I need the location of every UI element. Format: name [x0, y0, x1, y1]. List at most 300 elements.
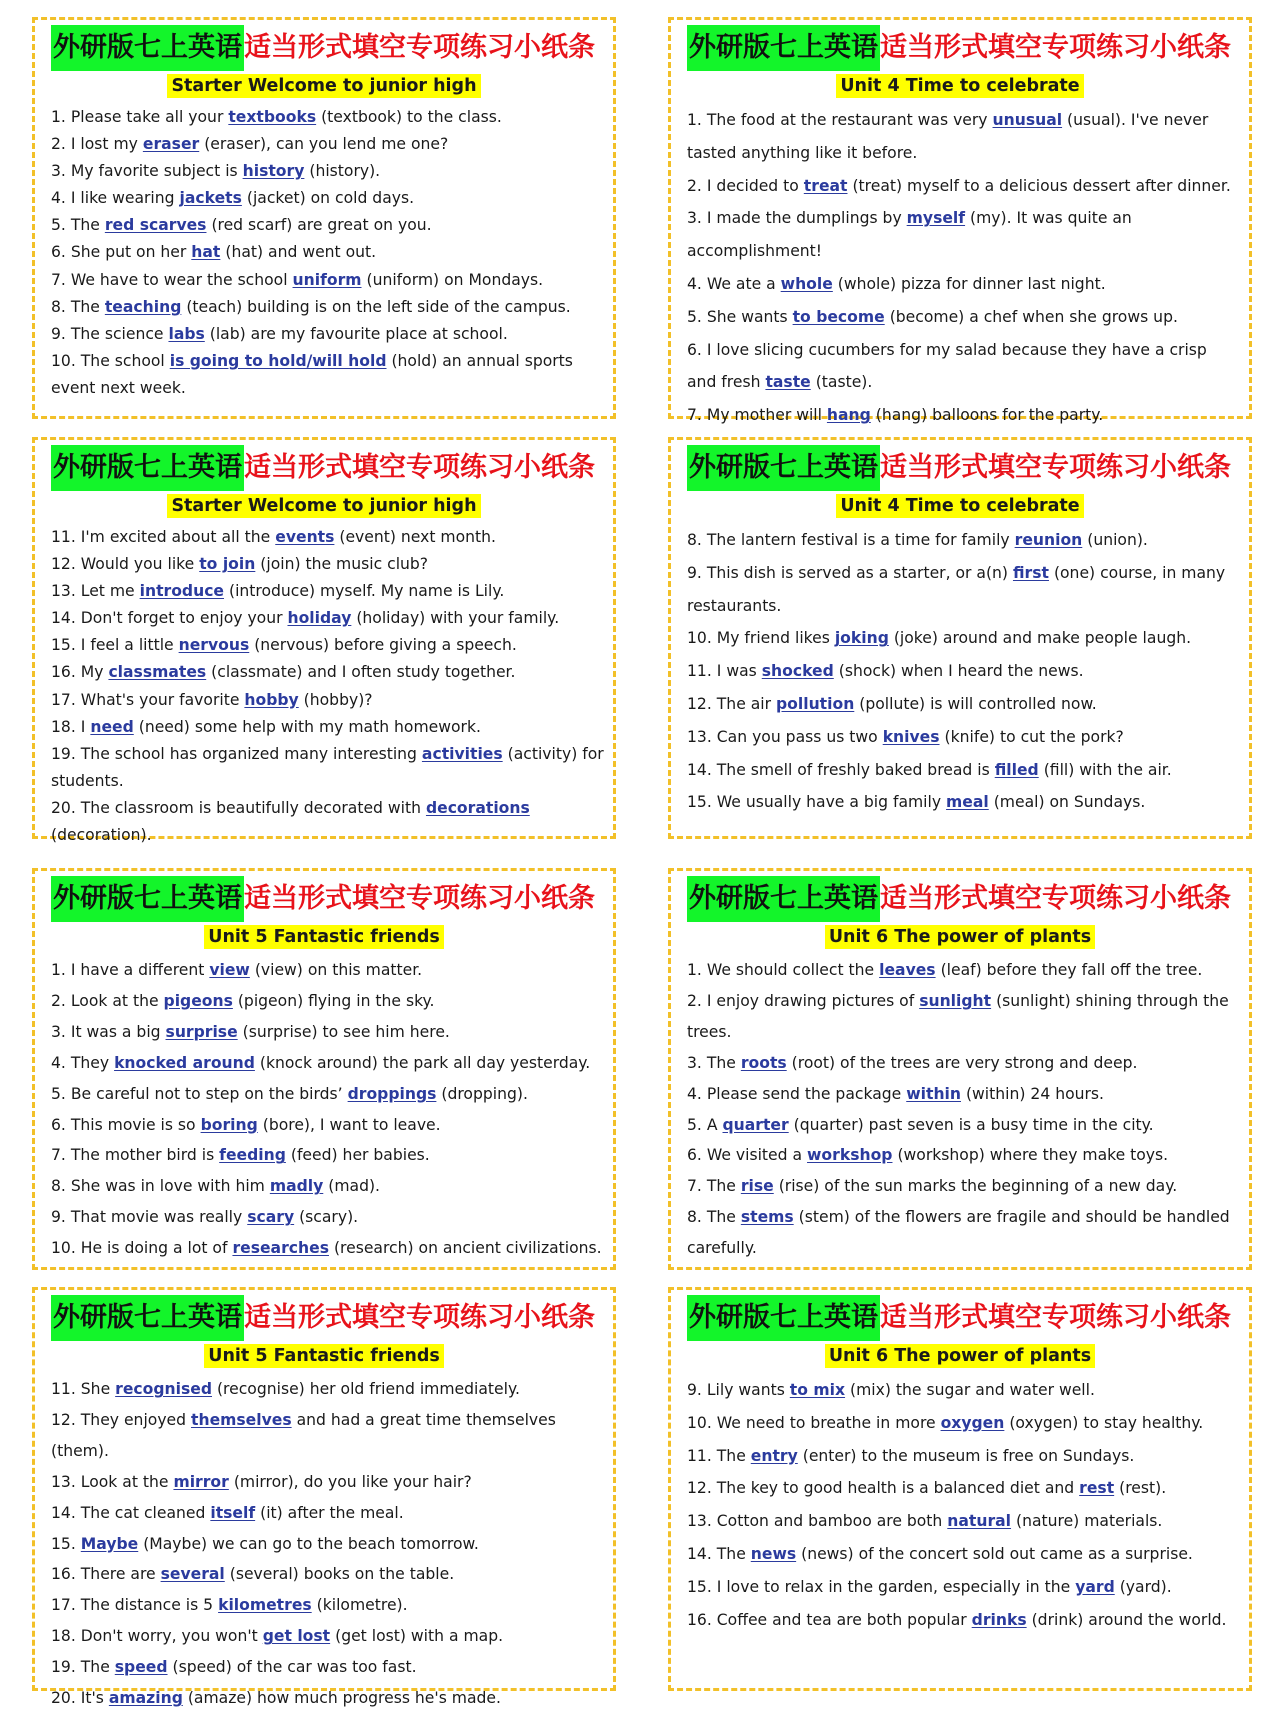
- header-title-red: 适当形式填空专项练习小纸条: [880, 452, 1231, 483]
- item-answer: view: [209, 961, 250, 979]
- item-prompt: The mother bird is: [70, 1146, 215, 1165]
- item-rest: (yard).: [1119, 1577, 1172, 1596]
- exercise-item: [51, 986, 605, 1017]
- item-answer: rest: [1079, 1479, 1115, 1498]
- item-number: 6.: [51, 243, 66, 262]
- header-title-green: 外研版七上英语: [51, 1295, 244, 1341]
- item-prompt: The school: [80, 351, 165, 370]
- item-answer: to mix: [789, 1381, 846, 1399]
- item-number: 4.: [51, 1053, 66, 1072]
- item-prompt: The air: [716, 694, 772, 713]
- card-header: [687, 25, 1239, 71]
- exercise-list: [51, 955, 605, 1264]
- item-prompt: I lost my: [70, 135, 138, 154]
- item-prompt: I love to relax in the garden, especially in the: [716, 1577, 1071, 1596]
- item-answer: teaching: [104, 297, 182, 316]
- exercise-item: [687, 524, 1241, 557]
- item-number: 18.: [51, 717, 76, 736]
- exercise-item: [687, 301, 1241, 334]
- item-number: 12.: [687, 694, 712, 713]
- item-answer: whole: [780, 274, 833, 293]
- item-prompt: It was a big: [70, 1022, 161, 1041]
- exercise-item: [687, 1171, 1241, 1202]
- exercise-item: [51, 294, 605, 321]
- header-title-green: 外研版七上英语: [687, 1295, 880, 1341]
- item-prompt: A: [706, 1115, 718, 1134]
- exercise-list: [51, 1374, 605, 1714]
- exercise-item: [51, 1590, 605, 1621]
- header-title-green: 外研版七上英语: [687, 25, 880, 71]
- item-rest: (lab) are my favourite place at school.: [209, 324, 508, 343]
- item-number: 10.: [51, 1239, 76, 1258]
- item-number: 8.: [687, 531, 702, 549]
- item-prompt: My mother will: [706, 406, 822, 425]
- unit-title: [35, 74, 613, 98]
- header-title-green: 外研版七上英语: [51, 25, 244, 71]
- item-prompt: My: [80, 663, 104, 682]
- item-prompt: There are: [80, 1565, 156, 1584]
- item-number: 7.: [687, 1177, 702, 1196]
- item-number: 4.: [687, 1084, 702, 1103]
- item-prompt: This dish is served as a starter, or a(n): [706, 563, 1008, 582]
- item-answer: Maybe: [80, 1534, 139, 1553]
- exercise-item: [51, 632, 605, 659]
- exercise-item: [51, 212, 605, 239]
- unit-label: Unit 6 The power of plants: [825, 1344, 1095, 1368]
- item-answer: scary: [247, 1208, 295, 1227]
- item-number: 14.: [687, 1544, 712, 1563]
- item-answer: jackets: [179, 189, 242, 208]
- item-answer: history: [242, 162, 305, 181]
- item-answer: several: [160, 1565, 225, 1584]
- item-prompt: The: [706, 1208, 736, 1227]
- item-answer: to become: [792, 307, 885, 326]
- exercise-list: [51, 104, 605, 402]
- item-answer: red scarves: [104, 216, 207, 235]
- item-answer: taste: [765, 373, 811, 392]
- header-title-green: 外研版七上英语: [51, 876, 244, 922]
- item-rest: (mad).: [328, 1177, 381, 1196]
- item-rest: (introduce) myself. My name is Lily.: [228, 582, 505, 601]
- item-prompt: Coffee and tea are both popular: [716, 1610, 967, 1629]
- exercise-item: [51, 1017, 605, 1048]
- item-number: 13.: [687, 727, 712, 746]
- item-answer: mirror: [173, 1472, 229, 1491]
- item-answer: oxygen: [940, 1413, 1005, 1432]
- card-header: [687, 876, 1239, 922]
- header-title-red: 适当形式填空专项练习小纸条: [244, 883, 595, 914]
- exercise-item: [687, 1604, 1241, 1637]
- item-prompt: She: [80, 1380, 111, 1398]
- exercise-item: [687, 786, 1241, 819]
- exercise-list: [687, 104, 1241, 432]
- unit-title: [35, 925, 613, 949]
- header-title-green: 外研版七上英语: [687, 876, 880, 922]
- item-rest: (dropping).: [441, 1084, 528, 1103]
- exercise-item: [687, 622, 1241, 655]
- item-answer: recognised: [115, 1380, 212, 1398]
- item-rest: (oxygen) to stay healthy.: [1009, 1413, 1204, 1432]
- item-rest: (usual). I've never tasted anything like it before.: [687, 111, 1209, 162]
- item-rest: (rest).: [1119, 1479, 1167, 1498]
- item-answer: knives: [882, 727, 940, 746]
- item-prompt: I have a different: [70, 961, 205, 979]
- exercise-item: [51, 1498, 605, 1529]
- unit-title: [671, 925, 1249, 949]
- card-header: [687, 1295, 1239, 1341]
- exercise-item: [687, 202, 1241, 268]
- item-rest: (feed) her babies.: [290, 1146, 430, 1165]
- header-title-red: 适当形式填空专项练习小纸条: [244, 32, 595, 63]
- item-prompt: The science: [70, 324, 164, 343]
- item-rest: (speed) of the car was too fast.: [172, 1658, 417, 1677]
- item-rest: (jacket) on cold days.: [246, 189, 415, 208]
- item-number: 4.: [687, 274, 702, 293]
- item-answer: workshop: [807, 1146, 893, 1165]
- item-answer: knocked around: [114, 1053, 255, 1072]
- item-rest: (rise) of the sun marks the beginning of a new day.: [778, 1177, 1178, 1196]
- item-rest: (holiday) with your family.: [356, 609, 560, 628]
- item-rest: (history).: [309, 162, 381, 181]
- exercise-item: [51, 158, 605, 185]
- item-answer: rise: [740, 1177, 774, 1196]
- item-prompt: Cotton and bamboo are both: [716, 1512, 943, 1531]
- item-number: 13.: [51, 582, 76, 601]
- item-prompt: The smell of freshly baked bread is: [716, 760, 990, 779]
- item-prompt: We visited a: [706, 1146, 803, 1165]
- item-answer: within: [906, 1084, 961, 1103]
- item-rest: (textbook) to the class.: [321, 108, 502, 126]
- item-number: 17.: [51, 1596, 76, 1615]
- item-rest: (knife) to cut the pork?: [944, 727, 1124, 746]
- item-prompt: My favorite subject is: [70, 162, 238, 181]
- item-prompt: Would you like: [80, 555, 195, 574]
- item-rest: (several) books on the table.: [229, 1565, 455, 1584]
- item-prompt: I love slicing cucumbers for my salad because they have a crisp and fresh: [687, 340, 1207, 392]
- item-prompt: Let me: [80, 582, 135, 601]
- unit-title: [671, 494, 1249, 518]
- worksheet-card: [32, 17, 616, 419]
- item-rest: (within) 24 hours.: [965, 1084, 1104, 1103]
- item-number: 14.: [51, 609, 76, 628]
- item-answer: decorations: [425, 798, 530, 817]
- item-answer: quarter: [722, 1115, 789, 1134]
- item-prompt: We need to breathe in more: [716, 1413, 936, 1432]
- item-rest: (surprise) to see him here.: [242, 1022, 450, 1041]
- exercise-item: [51, 714, 605, 741]
- item-number: 14.: [687, 760, 712, 779]
- item-rest: (my). It was quite an accomplishment!: [687, 209, 1132, 261]
- item-number: 14.: [51, 1503, 76, 1522]
- item-rest: (scary).: [299, 1208, 359, 1227]
- exercise-item: [51, 659, 605, 686]
- exercise-item: [687, 1048, 1241, 1079]
- item-rest: (mirror), do you like your hair?: [233, 1472, 472, 1491]
- unit-label: Unit 5 Fantastic friends: [204, 925, 444, 949]
- item-rest: (root) of the trees are very strong and deep.: [791, 1053, 1138, 1072]
- header-title-red: 适当形式填空专项练习小纸条: [880, 32, 1231, 63]
- item-prompt: My friend likes: [716, 629, 830, 648]
- item-number: 11.: [51, 1380, 76, 1398]
- item-number: 9.: [51, 1208, 66, 1227]
- item-prompt: We ate a: [706, 274, 776, 293]
- item-prompt: The: [716, 1446, 746, 1465]
- item-number: 5.: [687, 1115, 702, 1134]
- exercise-list: [687, 524, 1241, 819]
- item-number: 8.: [687, 1208, 702, 1227]
- item-rest: (sunlight) shining through the trees.: [687, 991, 1229, 1041]
- header-title-red: 适当形式填空专项练习小纸条: [244, 452, 595, 483]
- item-answer: drinks: [971, 1610, 1027, 1629]
- exercise-item: [51, 687, 605, 714]
- exercise-item: [687, 557, 1241, 623]
- item-rest: (join) the music club?: [260, 555, 429, 574]
- item-number: 1.: [687, 961, 702, 979]
- worksheet-card: [668, 17, 1252, 425]
- item-answer: themselves: [191, 1410, 292, 1429]
- item-prompt: That movie was really: [70, 1208, 243, 1227]
- exercise-item: [51, 104, 605, 131]
- exercise-item: [687, 334, 1241, 400]
- item-rest: (hang) balloons for the party.: [875, 406, 1104, 425]
- exercise-item: [687, 655, 1241, 688]
- exercise-item: [687, 754, 1241, 787]
- header-title-green: 外研版七上英语: [51, 445, 244, 491]
- item-number: 8.: [51, 1177, 66, 1196]
- item-rest: (whole) pizza for dinner last night.: [837, 274, 1106, 293]
- exercise-item: [51, 1171, 605, 1202]
- item-prompt: She put on her: [70, 243, 187, 262]
- exercise-item: [687, 688, 1241, 721]
- item-answer: kilometres: [218, 1596, 312, 1615]
- exercise-item: [687, 986, 1241, 1048]
- item-prompt: I: [80, 717, 86, 736]
- item-answer: sunlight: [919, 991, 992, 1010]
- item-prompt: The key to good health is a balanced diet and: [716, 1479, 1075, 1498]
- item-answer: is going to hold/will hold: [169, 351, 387, 370]
- item-answer: news: [750, 1544, 797, 1563]
- exercise-item: [51, 131, 605, 158]
- item-number: 4.: [51, 189, 66, 208]
- item-rest: (teach) building is on the left side of the campus.: [186, 297, 571, 316]
- item-rest: (joke) around and make people laugh.: [893, 629, 1192, 648]
- item-rest: (decoration).: [51, 826, 152, 845]
- item-number: 9.: [687, 563, 702, 582]
- item-prompt: I decided to: [706, 176, 799, 195]
- item-rest: (research) on ancient civilizations.: [333, 1239, 602, 1258]
- item-rest: (fill) with the air.: [1043, 760, 1172, 779]
- item-number: 10.: [51, 351, 76, 370]
- unit-label: Unit 4 Time to celebrate: [836, 74, 1083, 98]
- item-number: 2.: [51, 135, 66, 154]
- item-answer: pigeons: [163, 991, 233, 1010]
- item-rest: (quarter) past seven is a busy time in the city.: [793, 1115, 1154, 1134]
- item-number: 18.: [51, 1627, 76, 1646]
- exercise-item: [51, 239, 605, 266]
- item-answer: researches: [232, 1239, 329, 1258]
- exercise-item: [51, 578, 605, 605]
- item-prompt: The: [80, 1658, 110, 1677]
- item-number: 13.: [51, 1472, 76, 1491]
- item-answer: hobby: [244, 690, 299, 709]
- item-answer: yard: [1075, 1577, 1115, 1596]
- header-title-red: 适当形式填空专项练习小纸条: [880, 883, 1231, 914]
- item-prompt: The distance is 5: [80, 1596, 214, 1615]
- item-prompt: The: [70, 297, 100, 316]
- item-answer: stems: [740, 1208, 794, 1227]
- item-answer: myself: [906, 209, 966, 228]
- item-prompt: The cat cleaned: [80, 1503, 206, 1522]
- worksheet-card: [32, 1287, 616, 1708]
- item-number: 12.: [51, 555, 76, 574]
- item-number: 6.: [51, 1115, 66, 1134]
- unit-title: [671, 1344, 1249, 1368]
- item-rest: (recognise) her old friend immediately.: [216, 1380, 520, 1398]
- item-answer: uniform: [292, 270, 362, 289]
- item-number: 7.: [51, 1146, 66, 1165]
- item-rest: (mix) the sugar and water well.: [850, 1381, 1095, 1399]
- item-answer: unusual: [992, 111, 1063, 129]
- item-number: 19.: [51, 1658, 76, 1677]
- item-rest: (amaze) how much progress he's made.: [187, 1689, 501, 1708]
- exercise-item: [51, 605, 605, 632]
- item-answer: itself: [210, 1503, 256, 1522]
- item-number: 3.: [51, 162, 66, 181]
- item-rest: (need) some help with my math homework.: [138, 717, 481, 736]
- item-prompt: Look at the: [80, 1472, 169, 1491]
- exercise-item: [51, 1374, 605, 1405]
- item-number: 6.: [687, 340, 702, 359]
- unit-label: Starter Welcome to junior high: [167, 74, 480, 98]
- item-rest: (pigeon) flying in the sky.: [237, 991, 435, 1010]
- exercise-item: [687, 1538, 1241, 1571]
- item-prompt: We usually have a big family: [716, 793, 942, 812]
- item-rest: (taste).: [815, 373, 873, 392]
- exercise-item: [687, 1079, 1241, 1110]
- item-number: 17.: [51, 690, 76, 709]
- item-number: 9.: [51, 324, 66, 343]
- worksheet-card: [32, 437, 616, 845]
- exercise-item: [51, 185, 605, 212]
- exercise-item: [51, 1529, 605, 1560]
- exercise-item: [687, 1202, 1241, 1264]
- item-answer: classmates: [108, 663, 207, 682]
- item-prompt: Don't worry, you won't: [80, 1627, 258, 1646]
- card-header: [51, 445, 603, 491]
- item-number: 16.: [51, 663, 76, 682]
- item-prompt: I made the dumplings by: [706, 209, 902, 228]
- item-answer: natural: [947, 1512, 1012, 1531]
- item-rest: (news) of the concert sold out came as a surprise.: [801, 1544, 1193, 1563]
- item-prompt: Can you pass us two: [716, 727, 878, 746]
- exercise-item: [51, 1048, 605, 1079]
- item-number: 7.: [687, 406, 702, 425]
- item-answer: holiday: [287, 609, 352, 628]
- item-answer: meal: [946, 793, 989, 812]
- item-answer: droppings: [347, 1084, 437, 1103]
- exercise-item: [51, 551, 605, 578]
- item-prompt: The: [70, 216, 100, 235]
- item-answer: nervous: [178, 636, 250, 655]
- item-answer: reunion: [1014, 531, 1083, 549]
- header-title-red: 适当形式填空专项练习小纸条: [880, 1302, 1231, 1333]
- item-answer: events: [275, 528, 335, 546]
- item-number: 15.: [51, 636, 76, 655]
- item-rest: (hobby)?: [303, 690, 373, 709]
- exercise-item: [51, 1467, 605, 1498]
- item-number: 11.: [687, 1446, 712, 1465]
- worksheet-card: [668, 868, 1252, 1270]
- item-number: 16.: [51, 1565, 76, 1584]
- item-prompt: I enjoy drawing pictures of: [706, 991, 915, 1010]
- item-rest: (knock around) the park all day yesterday.: [259, 1053, 591, 1072]
- exercise-item: [51, 1559, 605, 1590]
- unit-label: Unit 4 Time to celebrate: [836, 494, 1083, 518]
- item-prompt: We should collect the: [706, 961, 875, 979]
- exercise-item: [51, 1140, 605, 1171]
- exercise-item: [687, 399, 1241, 432]
- exercise-list: [687, 1374, 1241, 1636]
- item-answer: boring: [200, 1115, 258, 1134]
- item-rest: (pollute) is will controlled now.: [859, 694, 1097, 713]
- item-number: 1.: [687, 111, 702, 129]
- item-answer: roots: [740, 1053, 787, 1072]
- item-rest: (enter) to the museum is free on Sundays.: [802, 1446, 1135, 1465]
- item-prompt: Don't forget to enjoy your: [80, 609, 283, 628]
- item-number: 9.: [687, 1381, 702, 1399]
- item-rest: (activity) for students.: [51, 744, 604, 790]
- exercise-item: [51, 1110, 605, 1141]
- exercise-item: [687, 1472, 1241, 1505]
- item-prompt: They enjoyed: [80, 1410, 187, 1429]
- item-number: 2.: [51, 991, 66, 1010]
- item-number: 10.: [687, 629, 712, 648]
- item-rest: (stem) of the flowers are fragile and should be handled carefully.: [687, 1208, 1230, 1258]
- item-number: 2.: [687, 991, 702, 1010]
- item-answer: hat: [191, 243, 221, 262]
- item-answer: introduce: [139, 582, 225, 601]
- item-rest: (Maybe) we can go to the beach tomorrow.: [143, 1534, 479, 1553]
- item-number: 20.: [51, 1689, 76, 1708]
- worksheet-card: [668, 1287, 1252, 1691]
- item-rest: (meal) on Sundays.: [993, 793, 1146, 812]
- item-number: 11.: [51, 528, 76, 546]
- item-number: 19.: [51, 744, 76, 763]
- item-answer: amazing: [108, 1689, 183, 1708]
- item-prompt: He is doing a lot of: [80, 1239, 228, 1258]
- unit-label: Starter Welcome to junior high: [167, 494, 480, 518]
- exercise-item: [51, 1079, 605, 1110]
- exercise-item: [51, 321, 605, 348]
- exercise-item: [687, 1440, 1241, 1473]
- card-header: [51, 25, 603, 71]
- exercise-item: [51, 1405, 605, 1467]
- item-number: 1.: [51, 961, 66, 979]
- worksheet-card: [668, 437, 1252, 839]
- item-number: 10.: [687, 1413, 712, 1432]
- item-rest: (view) on this matter.: [254, 961, 423, 979]
- unit-label: Unit 5 Fantastic friends: [204, 1344, 444, 1368]
- item-rest: (hat) and went out.: [225, 243, 377, 262]
- item-number: 13.: [687, 1512, 712, 1531]
- item-prompt: The lantern festival is a time for family: [706, 531, 1010, 549]
- item-number: 1.: [51, 108, 66, 126]
- item-rest: (get lost) with a map.: [335, 1627, 504, 1646]
- item-rest: (kilometre).: [316, 1596, 408, 1615]
- item-number: 16.: [687, 1610, 712, 1629]
- item-rest: (nature) materials.: [1016, 1512, 1163, 1531]
- exercise-item: [687, 104, 1241, 170]
